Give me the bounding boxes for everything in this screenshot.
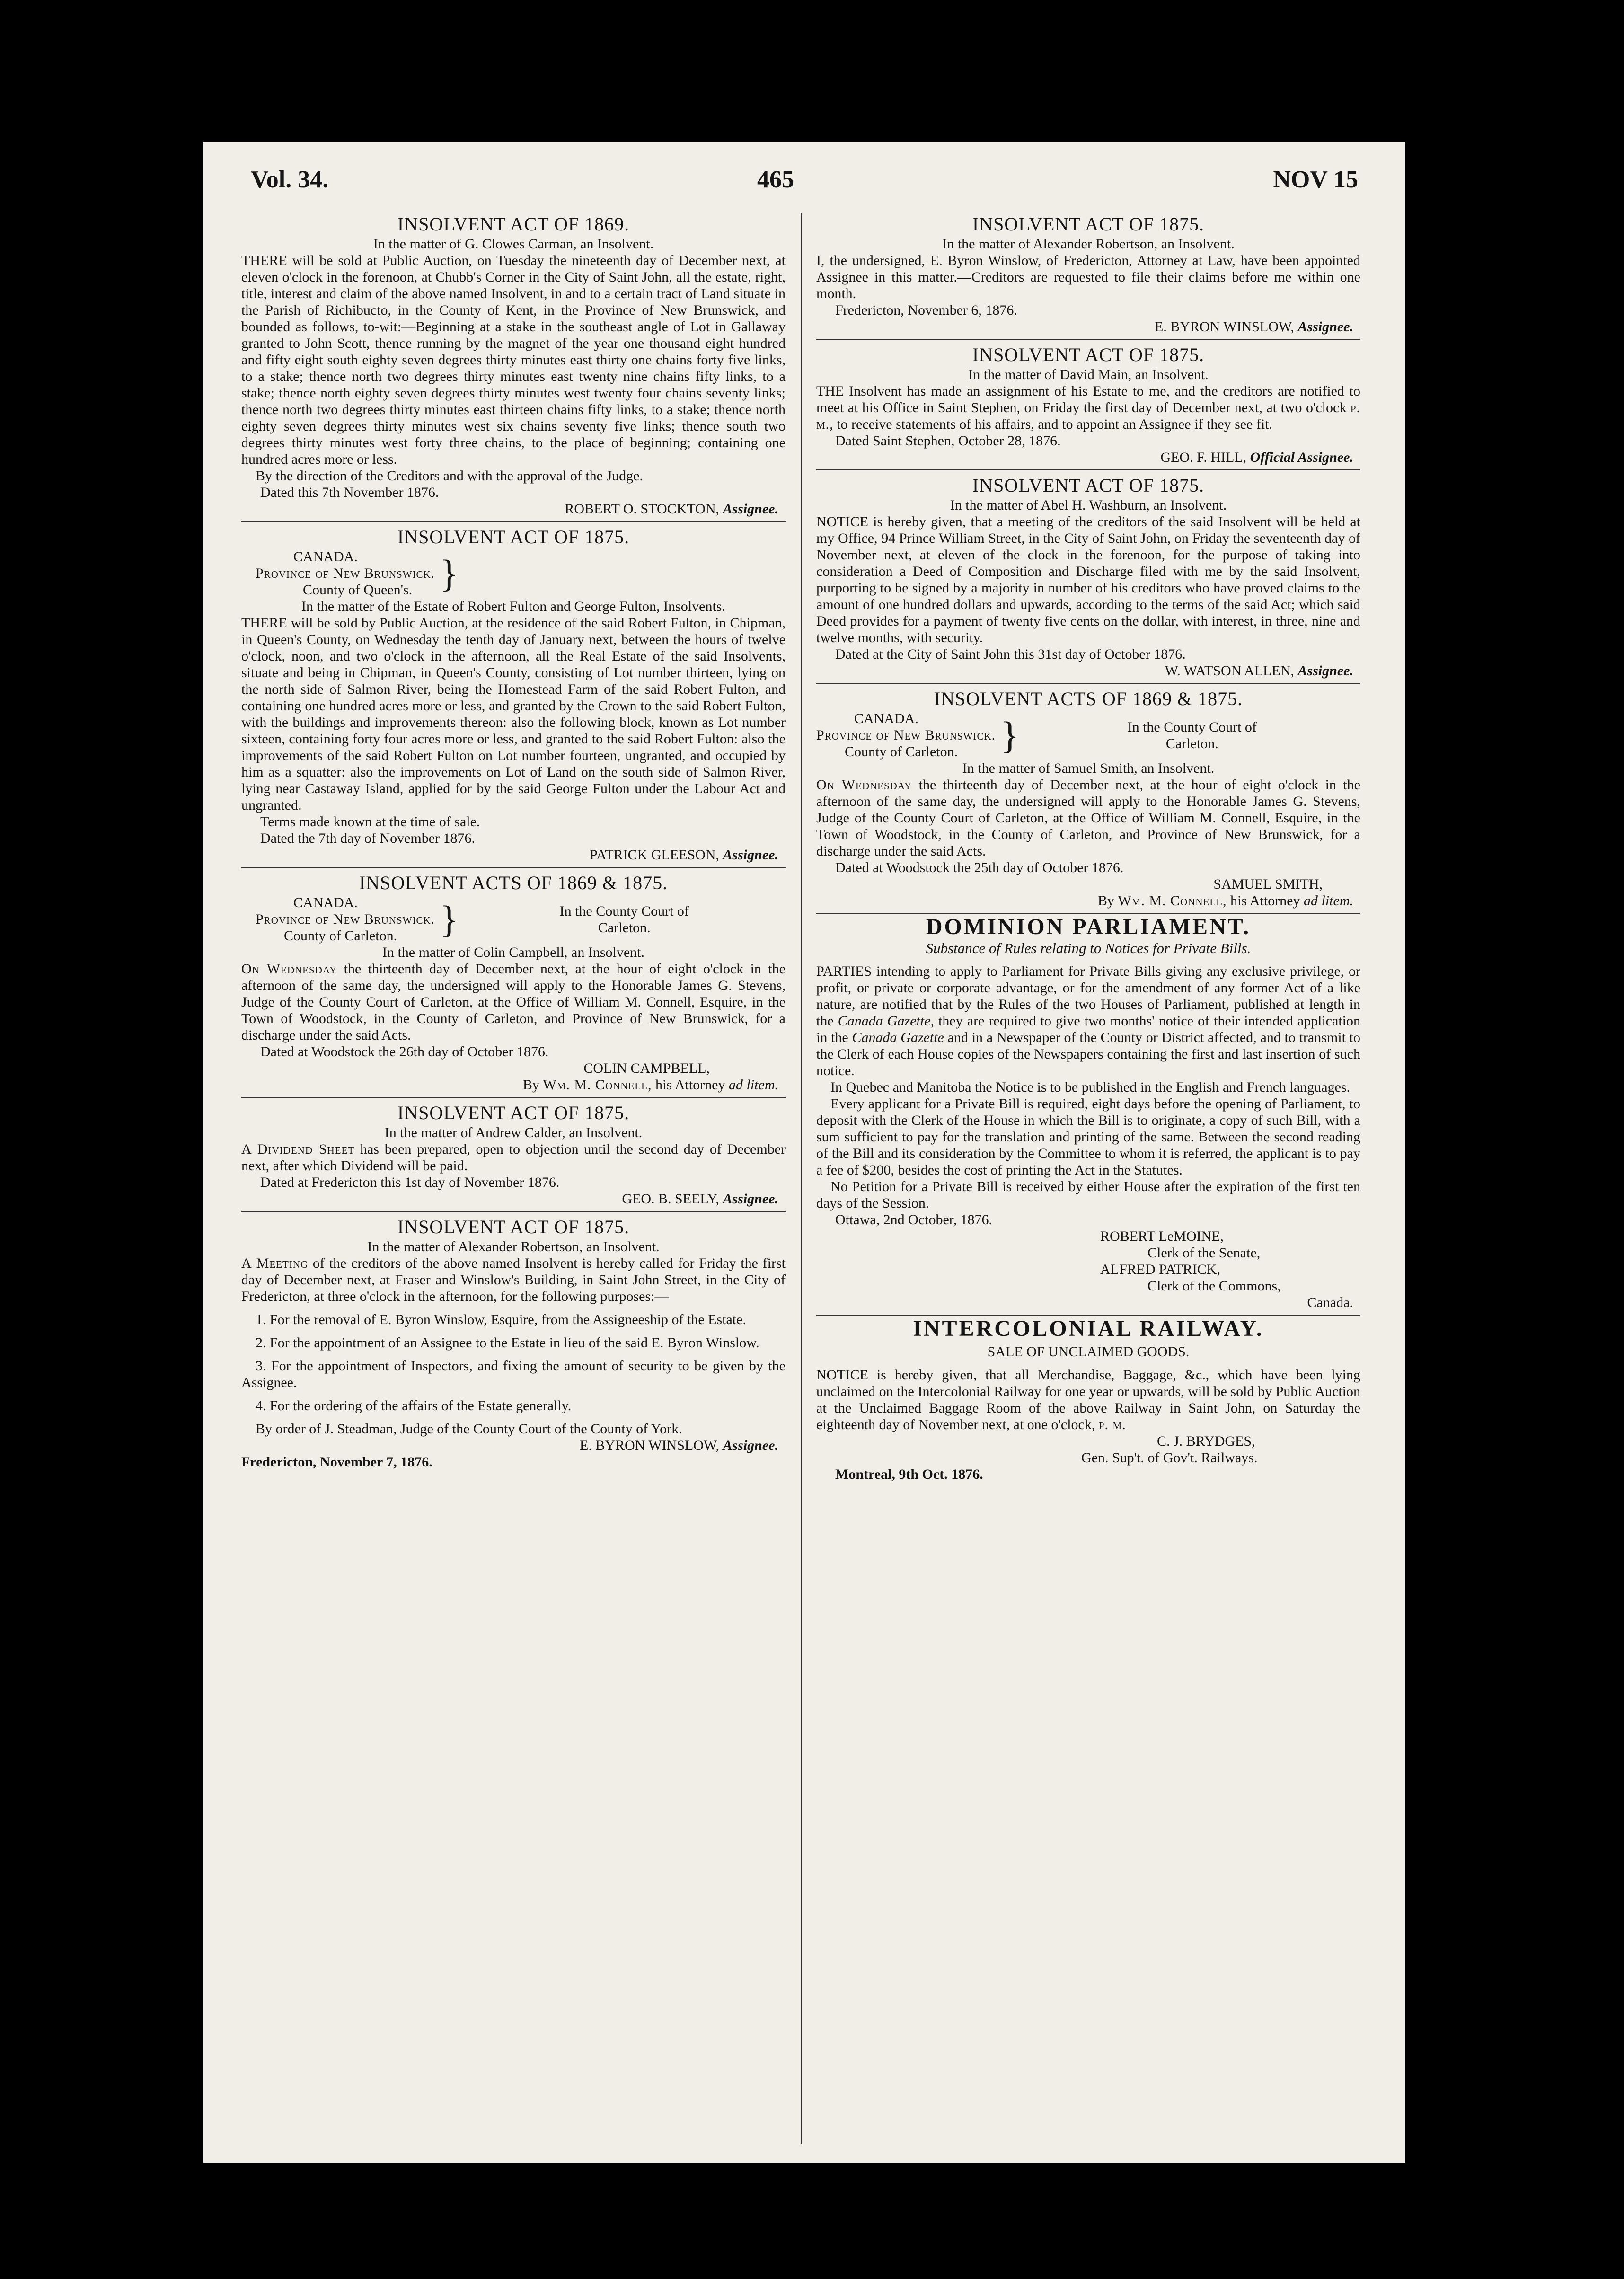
- right-column: [816, 213, 1360, 1490]
- body-text: and in a Newspaper of the County or District affected, and to transmit to the Clerk of each House copies of the Newspapers containing the first and last insertion of such notice.: [816, 1030, 1360, 1078]
- notice-title: INSOLVENT ACT OF 1875.: [972, 344, 1205, 365]
- lead-words: On Wednesday: [816, 777, 912, 793]
- brace-glyph: }: [440, 551, 459, 595]
- notice-dated: Dated at Woodstock the 25th day of October 1876.: [835, 860, 1124, 875]
- body-text: NOTICE is hereby given, that all Merchandise, Baggage, &c., which have been lying unclaimed on the Intercolonial Railway for one year or upwards, will be sold by Public Auction at the Unclaimed Baggage Room of the above Railway in Saint John, on Saturday the eighteenth day of November next, at one o'clock,: [816, 1367, 1360, 1432]
- notice-body: [816, 383, 1360, 433]
- notice-title: INSOLVENT ACT OF 1875.: [397, 526, 630, 548]
- signer-role: Official Assignee.: [1250, 450, 1353, 465]
- signer-name: W. WATSON ALLEN,: [1165, 663, 1294, 679]
- signer-name: C. J. BRYDGES,: [1157, 1433, 1255, 1449]
- jurisdiction-left: [816, 710, 996, 760]
- rule-paragraph: [816, 963, 1360, 1079]
- gazette-page: [203, 142, 1405, 2163]
- brace-glyph: }: [440, 897, 459, 941]
- volume-number: Vol. 34.: [251, 166, 329, 193]
- province-label: Province of New Brunswick.: [816, 727, 996, 743]
- body-text: has been prepared, open to objection until the second day of December next, after which Dividend will be paid.: [241, 1141, 786, 1174]
- notice-title: INSOLVENT ACTS OF 1869 & 1875.: [359, 872, 668, 893]
- attorney-title: his Attorney: [655, 1077, 725, 1093]
- attorney-title: his Attorney: [1230, 893, 1300, 909]
- dominion-parliament-notice: [816, 914, 1360, 1316]
- notice-body: [241, 1255, 786, 1305]
- notice-body: [241, 1141, 786, 1174]
- county-label: County of Carleton.: [284, 928, 397, 944]
- country-label: CANADA.: [293, 895, 358, 910]
- signer-name: ROBERT O. STOCKTON,: [565, 501, 719, 517]
- signer-name: GEO. B. SEELY,: [622, 1191, 719, 1207]
- signer-name: COLIN CAMPBELL,: [583, 1060, 710, 1076]
- signer-role: Assignee.: [723, 847, 778, 863]
- list-item: 1. For the removal of E. Byron Winslow, Esquire, from the Assigneeship of the Estate.: [256, 1312, 746, 1327]
- intercolonial-railway-notice: [816, 1316, 1360, 1486]
- by-word: By: [522, 1077, 539, 1093]
- notice-signature: [241, 1191, 786, 1207]
- notice-title: INSOLVENT ACT OF 1869.: [397, 213, 630, 235]
- notice-campbell: [241, 872, 786, 1098]
- signer-name: GEO. F. HILL,: [1160, 450, 1247, 465]
- signer-role: Assignee.: [723, 1438, 778, 1453]
- page-number: 465: [757, 166, 794, 193]
- notice-signature: [816, 449, 1360, 466]
- notice-body: THERE will be sold by Public Auction, at the residence of the said Robert Fulton, in Chipman, in Queen's County, on Wednesday the tenth day of January next, between the hours of twelve o'clock, noon, and two o'clock in the afternoon, all the Real Estate of the said Insolvents, situate and being in Chipman, in Queen's County, consisting of Lot number thirteen, lying on the north side of Salmon River, being the Homestead Farm of the said Robert Fulton, and containing one hundred acres more or less, and granted by the Crown to the said Robert Fulton, with the buildings and improvements thereon: also the following block, known as Lot number sixteen, containing forty four acres more or less, and granted to the said Robert Fulton: also the improvements of the said Robert Fulton on Lot number fourteen, ungranted, and occupied by him as a squatter: also the improvements on Lot of Land on the south side of Salmon River, lying near Castaway Island, applied for by the said George Fulton under the Labour Act and ungranted.: [241, 615, 786, 813]
- notice-signature: [241, 1437, 786, 1454]
- notice-dated: Dated the 7th day of November 1876.: [260, 830, 476, 846]
- body-text: of the creditors of the above named Insolvent is hereby called for Friday the first day of December next, at Fraser and Winslow's Building, in Saint John Street, in the City of Fredericton, at three o'clock in the afternoon, for the following purposes:—: [241, 1255, 786, 1304]
- rule-paragraph: Every applicant for a Private Bill is required, eight days before the opening of Parliament, to deposit with the Clerk of the House in which the Bill is to originate, a copy of such Bill, with a sum sufficient to pay for the translation and printing of the same. Between the second reading of the Bill and its consideration by the Committee to whom it is referred, the applicant is to pay a fee of $200, besides the cost of printing the Act in the Statutes.: [816, 1096, 1360, 1178]
- signer-name: ROBERT LeMOINE,: [1100, 1228, 1224, 1244]
- court-name: In the County Court of: [1127, 719, 1257, 735]
- jurisdiction-block: [816, 710, 1360, 760]
- signer-role: Clerk of the Senate,: [1147, 1245, 1261, 1261]
- signer-name: PATRICK GLEESON,: [590, 847, 719, 863]
- notice-dated: Dated at Woodstock the 26th day of October 1876.: [260, 1044, 549, 1060]
- body-text: , they are required to give two months' notice of their intended application in the: [816, 1013, 1360, 1045]
- signer-role: Gen. Sup't. of Gov't. Railways.: [1081, 1450, 1258, 1466]
- by-word: By: [1097, 893, 1114, 909]
- signer-role: Assignee.: [1297, 319, 1353, 335]
- notice-dated: Dated this 7th November 1876.: [260, 485, 439, 500]
- court-county: Carleton.: [598, 919, 651, 936]
- section-title: DOMINION PARLIAMENT.: [926, 914, 1251, 939]
- notice-signature: [241, 501, 786, 517]
- attorney-line: [241, 1077, 786, 1093]
- signer-name: ALFRED PATRICK,: [1100, 1262, 1220, 1277]
- country-label: CANADA.: [293, 549, 358, 565]
- notice-robertson-assignee: [816, 213, 1360, 340]
- notice-signature: [241, 847, 786, 863]
- jurisdiction-block: [241, 894, 786, 944]
- notice-title: INSOLVENT ACT OF 1875.: [972, 213, 1205, 235]
- issue-date: NOV 15: [1273, 166, 1358, 193]
- notice-dated: Ottawa, 2nd October, 1876.: [835, 1212, 993, 1228]
- notice-smith: [816, 688, 1360, 914]
- notice-body: [816, 777, 1360, 859]
- notice-dated: Dated at Fredericton this 1st day of November 1876.: [260, 1175, 560, 1190]
- notice-matter: In the matter of Colin Campbell, an Insolvent.: [382, 945, 645, 960]
- county-label: County of Carleton.: [845, 744, 958, 760]
- signer-role: Assignee.: [1297, 663, 1353, 679]
- attorney-line: [816, 892, 1360, 909]
- signer-role: Assignee.: [723, 1191, 778, 1207]
- court-name: In the County Court of: [559, 903, 689, 919]
- notice-body: [816, 1367, 1360, 1433]
- notice-body: I, the undersigned, E. Byron Winslow, of Fredericton, Attorney at Law, have been appointed Assignee in this matter.—Creditors are requested to file their claims before me within one month.: [816, 253, 1360, 301]
- notice-matter: In the matter of Alexander Robertson, an Insolvent.: [942, 236, 1235, 252]
- notice-title: INSOLVENT ACTS OF 1869 & 1875.: [934, 688, 1243, 709]
- ad-litem: ad litem.: [1304, 893, 1353, 909]
- lead-words: A Dividend Sheet: [241, 1141, 355, 1157]
- notice-robertson-meeting: [241, 1216, 786, 1474]
- notice-body: NOTICE is hereby given, that a meeting of the creditors of the said Insolvent will be held at my Office, 94 Prince William Street, in the City of Saint John, on Friday the seventeenth day of November next, at eleven of the clock in the forenoon, for the purpose of taking into consideration a Deed of Composition and Discharge filed with me by the said Insolvent, purporting to be signed by a majority in number of his creditors who have proved claims to the amount of one hundred dollars and upwards, according to the terms of the said Act; which said Deed provides for a payment of twenty five cents on the dollar, with interest, in three, nine and twelve months, with security.: [816, 514, 1360, 645]
- notice-dated: Fredericton, November 6, 1876.: [835, 302, 1017, 318]
- court-county: Carleton.: [1165, 735, 1218, 751]
- notice-dated: Dated Saint Stephen, October 28, 1876.: [835, 433, 1061, 449]
- notice-fulton: [241, 526, 786, 868]
- page-header: [251, 166, 1358, 203]
- section-title: INTERCOLONIAL RAILWAY.: [913, 1316, 1264, 1341]
- jurisdiction-left: [241, 548, 435, 598]
- notice-body: [241, 961, 786, 1043]
- notice-calder: [241, 1102, 786, 1212]
- body-text: , to receive statements of his affairs, and to appoint an Assignee if they see fit.: [830, 416, 1273, 432]
- column-divider: [801, 213, 802, 2144]
- signer-name: E. BYRON WINSLOW,: [579, 1438, 719, 1453]
- country-label: CANADA.: [854, 711, 918, 726]
- province-label: Province of New Brunswick.: [256, 565, 435, 581]
- rule-paragraph: No Petition for a Private Bill is received by either House after the expiration of the first ten days of the Session.: [816, 1179, 1360, 1211]
- county-label: County of Queen's.: [303, 582, 413, 598]
- notice-matter: In the matter of the Estate of Robert Fulton and George Fulton, Insolvents.: [301, 599, 725, 614]
- notice-body: THERE will be sold at Public Auction, on Tuesday the nineteenth day of December next, at eleven o'clock in the forenoon, at Chubb's Corner in the City of Saint John, all the estate, right, title, interest and claim of the above named Insolvent, in and to a certain tract of Land situate in the Parish of Richibucto, in the County of Kent, in the Province of New Brunswick, and bounded as follows, to-wit:—Beginning at a stake in the southeast angle of Lot in Gallaway granted to John Scott, thence running by the magnet of the year one thousand eight hundred and fifty eight south eighty seven degrees thirty minutes east thirty one chains forty five links, to a stake; thence north two degrees thirty minutes east twenty nine chains fifty links, to a stake; thence north eighty seven degrees thirty minutes west twenty four chains seventy links; thence north two degrees thirty minutes east thirteen chains fifty links, to a stake; thence north eighty seven degrees thirty minutes west six chains seventy five links; thence south two degrees thirty minutes west forty three chains, to the place of beginning; containing one hundred acres more or less.: [241, 253, 786, 467]
- province-label: Province of New Brunswick.: [256, 911, 435, 927]
- body-text: the thirteenth day of December next, at the hour of eight o'clock in the afternoon of the same day, the undersigned will apply to the Honorable James G. Stevens, Judge of the County Court of Carleton, at the Office of William M. Connell, Esquire, in the Town of Woodstock, in the County of Carleton, and Province of New Brunswick, for a discharge under the said Acts.: [816, 777, 1360, 859]
- notice-washburn: [816, 474, 1360, 684]
- lead-words: On Wednesday: [241, 961, 337, 977]
- country-label: Canada.: [1307, 1295, 1353, 1310]
- court-label: [1024, 719, 1360, 752]
- notice-matter: In the matter of Alexander Robertson, an Insolvent.: [367, 1239, 660, 1254]
- notice-matter: In the matter of Andrew Calder, an Insolvent.: [384, 1125, 643, 1140]
- attorney-name: Wm. M. Connell,: [1118, 893, 1227, 909]
- list-item: 2. For the appointment of an Assignee to the Estate in lieu of the said E. Byron Winslow.: [256, 1335, 759, 1351]
- signer-name: SAMUEL SMITH,: [1213, 876, 1323, 892]
- body-text: the thirteenth day of December next, at the hour of eight o'clock in the afternoon of the same day, the undersigned will apply to the Honorable James G. Stevens, Judge of the County Court of Carleton, at the Office of William M. Connell, Esquire, in the Town of Woodstock, in the County of Carleton, and Province of New Brunswick, for a discharge under the said Acts.: [241, 961, 786, 1043]
- signer-role: Clerk of the Commons,: [1147, 1278, 1281, 1294]
- court-label: [463, 903, 786, 936]
- lead-words: A Meeting: [241, 1255, 309, 1271]
- time-abbrev: p. m.: [1098, 1417, 1126, 1432]
- gazette-name: Canada Gazette: [838, 1013, 931, 1029]
- notice-matter: In the matter of David Main, an Insolvent.: [968, 367, 1209, 382]
- notice-dated: Dated at the City of Saint John this 31st day of October 1876.: [835, 646, 1186, 662]
- notice-title: INSOLVENT ACT OF 1875.: [397, 1216, 630, 1237]
- ad-litem: ad litem.: [729, 1077, 778, 1093]
- notice-carman: [241, 213, 786, 522]
- notice-dated: Montreal, 9th Oct. 1876.: [835, 1466, 983, 1482]
- list-item: 4. For the ordering of the affairs of the Estate generally.: [256, 1398, 572, 1413]
- notice-matter: In the matter of G. Clowes Carman, an Insolvent.: [373, 236, 654, 252]
- notice-title: INSOLVENT ACT OF 1875.: [972, 475, 1205, 496]
- left-column: [241, 213, 786, 1478]
- attorney-name: Wm. M. Connell,: [543, 1077, 652, 1093]
- rule-paragraph: In Quebec and Manitoba the Notice is to be published in the English and French languages.: [830, 1079, 1350, 1095]
- section-subtitle: SALE OF UNCLAIMED GOODS.: [987, 1344, 1190, 1360]
- notice-matter: In the matter of Abel H. Washburn, an Insolvent.: [950, 497, 1227, 513]
- jurisdiction-block: [241, 548, 786, 598]
- time-abbrev: p. m.: [816, 400, 1360, 432]
- signer-name: E. BYRON WINSLOW,: [1154, 319, 1294, 335]
- signer-role: Assignee.: [723, 501, 778, 517]
- section-subtitle: Substance of Rules relating to Notices for Private Bills.: [926, 940, 1251, 956]
- brace-glyph: }: [1000, 713, 1019, 757]
- gazette-name: Canada Gazette: [852, 1030, 944, 1045]
- jurisdiction-left: [241, 894, 435, 944]
- notice-dated: Fredericton, November 7, 1876.: [241, 1454, 432, 1470]
- list-item: 3. For the appointment of Inspectors, and fixing the amount of security to be given by the Assignee.: [241, 1358, 786, 1390]
- notice-order: By order of J. Steadman, Judge of the County Court of the County of York.: [256, 1421, 682, 1437]
- notice-main: [816, 344, 1360, 470]
- notice-title: INSOLVENT ACT OF 1875.: [397, 1102, 630, 1123]
- notice-terms: Terms made known at the time of sale.: [260, 814, 480, 830]
- body-text: THE Insolvent has made an assignment of his Estate to me, and the creditors are notified to meet at his Office in Saint Stephen, on Friday the first day of December next, at two o'clock: [816, 383, 1360, 415]
- notice-signature: [816, 662, 1360, 679]
- notice-direction: By the direction of the Creditors and with the approval of the Judge.: [256, 468, 643, 484]
- body-text: PARTIES intending to apply to Parliament for Private Bills giving any exclusive privilege, or profit, or private or corporate advantage, or for the amendment of any former Act of a like nature, are notified that by the Rules of the two Houses of Parliament, published at length in the: [816, 963, 1360, 1029]
- notice-matter: In the matter of Samuel Smith, an Insolvent.: [962, 760, 1215, 776]
- notice-signature: [816, 318, 1360, 335]
